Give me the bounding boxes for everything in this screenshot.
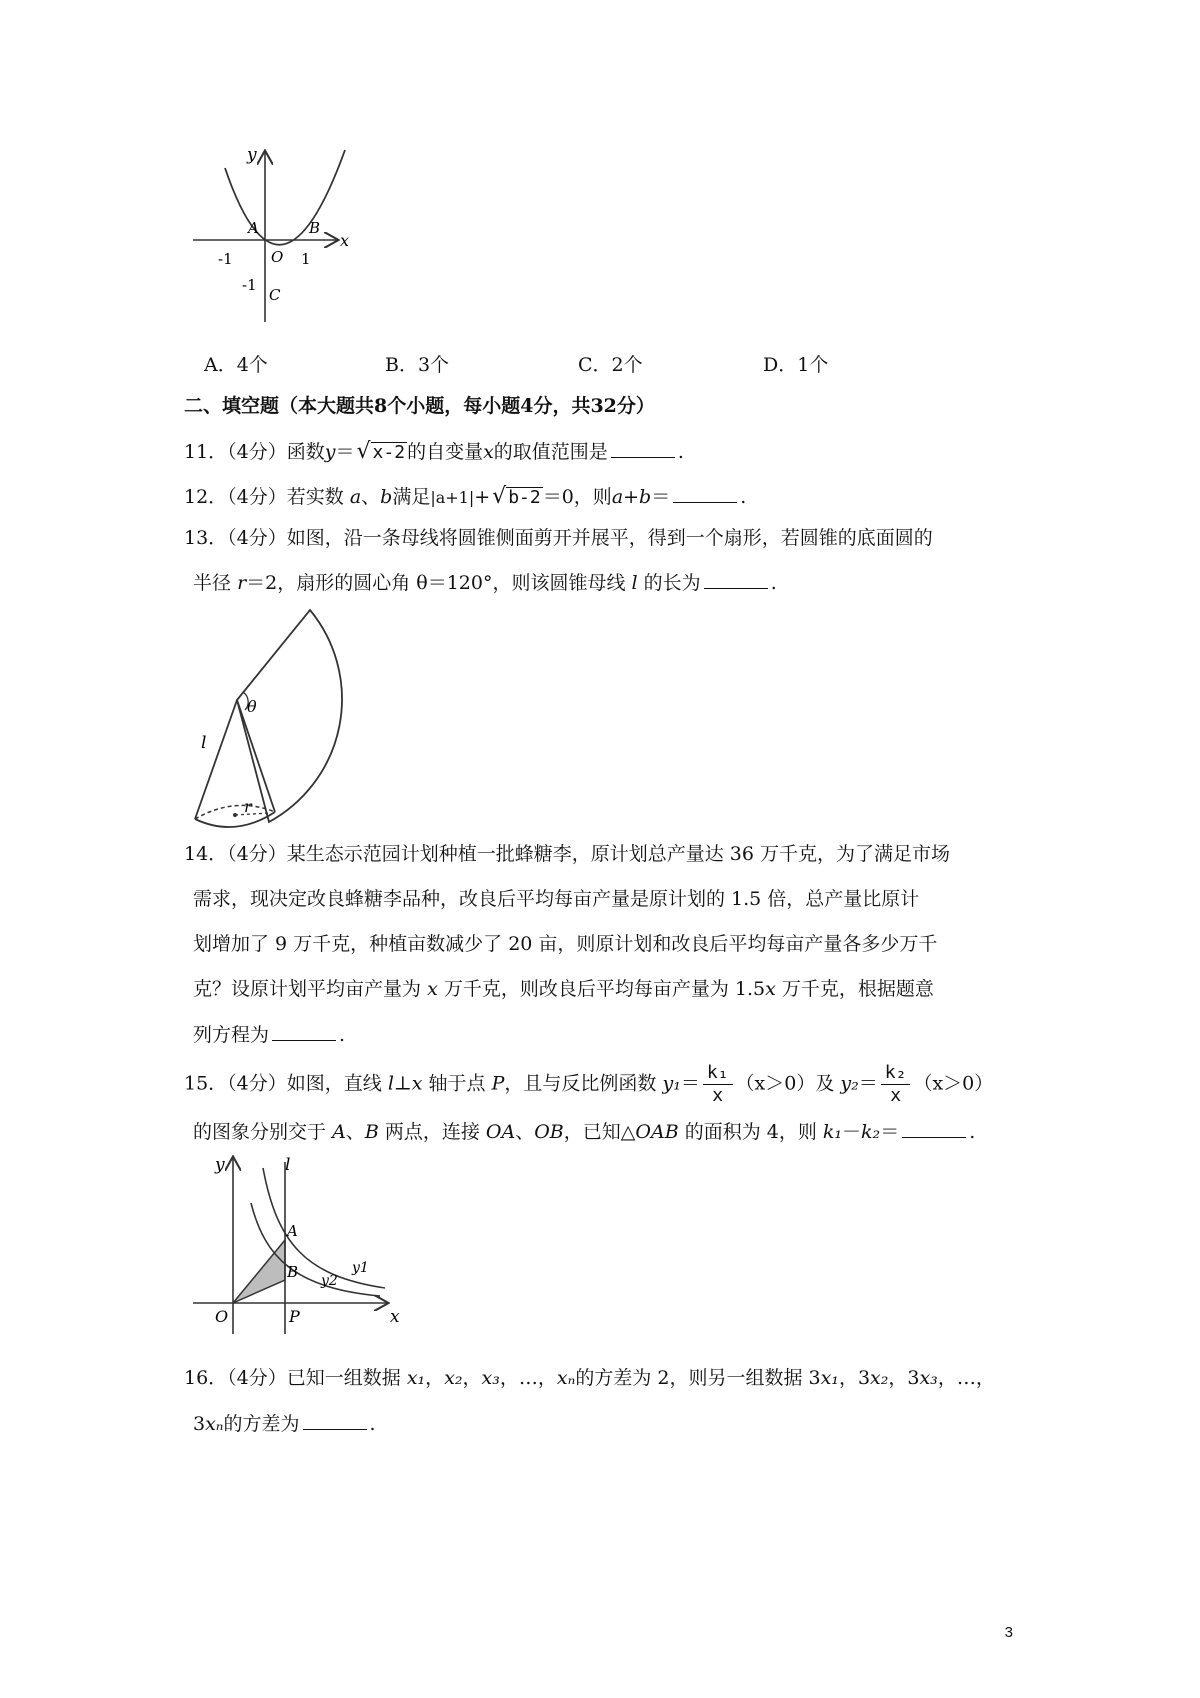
question-14-line3: 划增加了 9 万千克，种植亩数减少了 20 亩，则原计划和改良后平均每亩产量各多少万千 [193, 933, 938, 955]
fig3-y1-label: y1 [352, 1260, 369, 1276]
fig3-o-label: O [215, 1307, 229, 1326]
fig1-tick-neg1x: -1 [218, 250, 233, 268]
q12-radicand: b-2 [508, 487, 541, 508]
parabola-figure [185, 140, 365, 330]
question-16-line1: 16．（4分）已知一组数据 x₁，x₂，x₃，…，xₙ的方差为 2，则另一组数据 3x₁，3x₂，3x₃，…， [184, 1367, 995, 1389]
question-15-line2: 的图象分别交于 A、B 两点，连接 OA、OB，已知△OAB 的面积为 4，则 k₁－k₂＝ . [193, 1121, 976, 1143]
fig3-b-label: B [287, 1263, 299, 1281]
fig2-l-label: l [201, 733, 207, 753]
choice-a: A．4个 [204, 354, 268, 376]
q11-answer-blank[interactable] [611, 439, 675, 458]
question-12: 12．（4分）若实数 a、b满足|a+1|+√ b-2 ＝0，则a+b＝ . [184, 484, 747, 509]
question-14-line4: 克？设原计划平均亩产量为 x 万千克，则改良后平均每亩产量为 1.5x 万千克，根据题意 [193, 978, 934, 1000]
cone-sector-figure [185, 600, 385, 830]
fig1-x-label: x [340, 231, 350, 250]
q14-answer-blank[interactable] [272, 1022, 336, 1041]
choice-d: D．1个 [763, 354, 829, 376]
fig3-y2-label: y2 [321, 1273, 338, 1289]
q15-frac2-num: k₂ [881, 1062, 911, 1085]
question-14-line1: 14．（4分）某生态示范园计划种植一批蜂糖李，原计划总产量达 36 万千克，为了满足市场 [184, 843, 951, 865]
question-14-line2: 需求，现决定改良蜂糖李品种，改良后平均每亩产量是原计划的 1.5 倍，总产量比原计 [193, 888, 920, 910]
question-14-line5: 列方程为 . [193, 1024, 346, 1046]
fig1-y-label: y [247, 145, 257, 165]
choice-b: B．3个 [385, 354, 450, 376]
fig1-origin: O [271, 248, 284, 266]
q12-answer-blank[interactable] [673, 484, 737, 503]
question-13-line2: 半径 r＝2，扇形的圆心角 θ＝120°，则该圆锥母线 l 的长为 . [193, 572, 777, 594]
page-number: 3 [1004, 1624, 1013, 1641]
fig3-l-label: l [285, 1155, 291, 1175]
fig3-x-label: x [390, 1307, 400, 1327]
inverse-function-figure [185, 1148, 405, 1338]
fig1-point-b: B [309, 219, 321, 237]
fig3-p-label: P [289, 1307, 300, 1326]
q11-radicand: x-2 [372, 442, 406, 463]
q13-answer-blank[interactable] [704, 570, 768, 589]
q15-answer-blank[interactable] [902, 1119, 966, 1138]
question-15-line1: 15．（4分）如图，直线 l⊥x 轴于点 P，且与反比例函数 y₁＝ $\frac{\text{k₁}}{x}$ （x＞0）及 y₂＝ $\frac{\text{k₂}}{x}$ （x＞0） [184, 1062, 994, 1106]
fig1-tick-neg1y: -1 [242, 276, 257, 294]
section-title: 二、填空题（本大题共8个小题，每小题4分，共32分） [184, 395, 655, 417]
fig2-r-label: r [244, 797, 252, 816]
fig1-tick-1: 1 [301, 250, 311, 268]
question-13-line1: 13．（4分）如图，沿一条母线将圆锥侧面剪开并展平，得到一个扇形，若圆锥的底面圆的 [184, 527, 933, 549]
choice-c: C．2个 [578, 354, 643, 376]
fig3-y-label: y [215, 1155, 225, 1175]
fig2-theta-label: θ [247, 697, 257, 716]
question-16-line2: 3xₙ的方差为 . [193, 1413, 376, 1435]
question-11: 11．（4分）函数y＝√ x-2 的自变量x的取值范围是 . [184, 439, 684, 464]
q16-answer-blank[interactable] [303, 1411, 367, 1430]
fig1-point-c: C [269, 286, 281, 304]
fig1-point-a: A [248, 219, 259, 237]
fig3-a-label: A [287, 1222, 298, 1240]
q15-frac1-num: k₁ [703, 1062, 733, 1085]
